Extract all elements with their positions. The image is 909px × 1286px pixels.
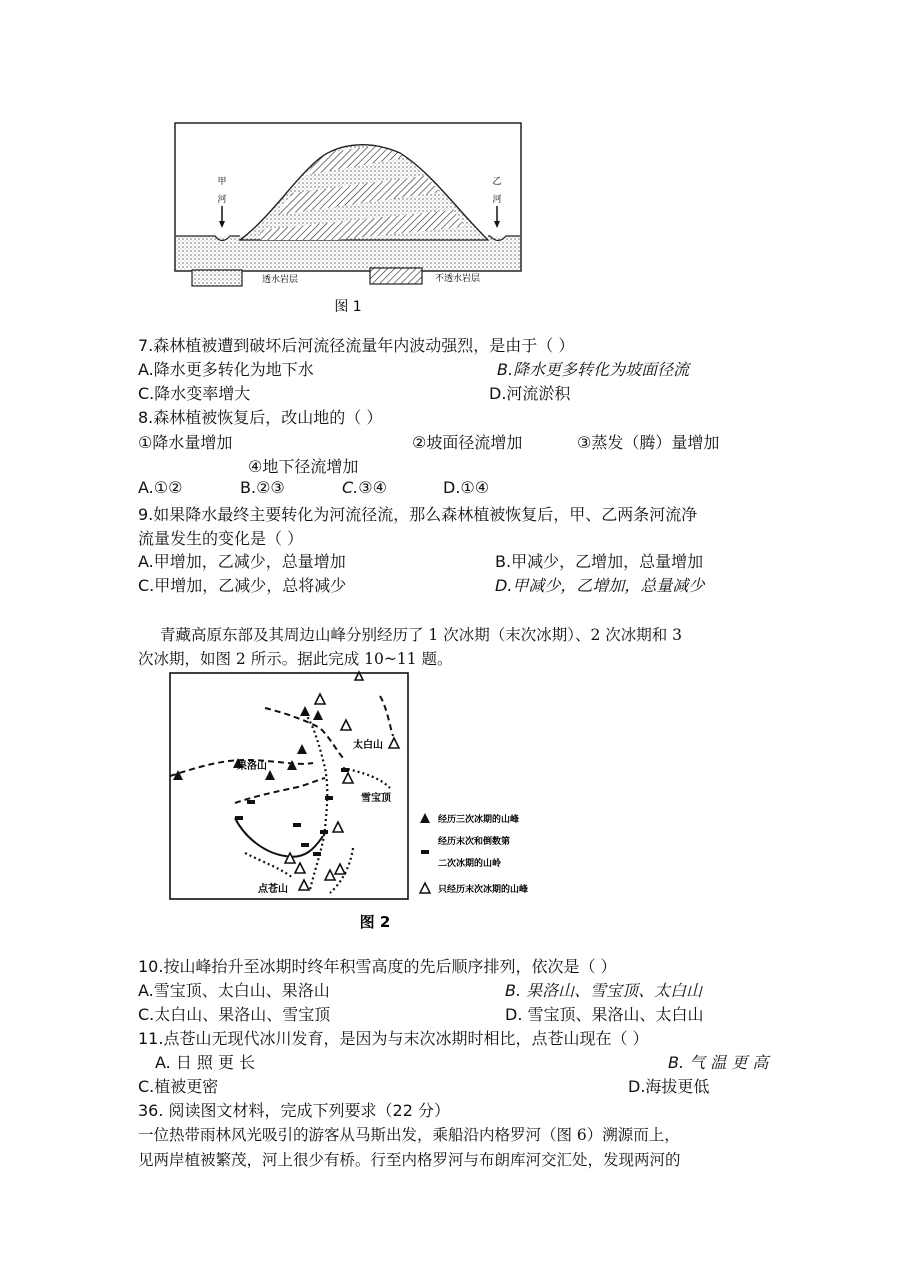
q7-stem: 7.森林植被遭到破坏后河流径流量年内波动强烈，是由于（ ） <box>138 336 575 355</box>
q7-option-c: C.降水变率增大 <box>138 384 251 403</box>
legend-impermeable-swatch <box>370 268 422 284</box>
legend-two-glaciation-icon <box>421 850 429 854</box>
q8-statement-1: ①降水量增加 <box>138 433 233 452</box>
q8-statement-3: ③蒸发（腾）量增加 <box>577 433 720 452</box>
figure-1-cross-section <box>170 118 530 323</box>
label-taibai: 太白山 <box>353 740 383 751</box>
q36-line2: 见两岸植被繁茂，河上很少有桥。行至内格罗河与布朗库河交汇处，发现两河的 <box>138 1151 681 1169</box>
legend-two-glaciation-label-2: 二次冰期的山岭 <box>438 859 502 869</box>
q11-option-b: B. 气 温 更 高 <box>668 1053 769 1072</box>
q10-option-c: C.太白山、果洛山、雪宝顶 <box>138 1005 331 1024</box>
q10-stem: 10.按山峰抬升至冰期时终年积雪高度的先后顺序排列，依次是（ ） <box>138 957 617 976</box>
legend-three-glaciation-label: 经历三次冰期的山峰 <box>438 815 520 825</box>
q8-option-a: A.①② <box>138 478 183 497</box>
q9-option-b: B.甲减少，乙增加，总量增加 <box>495 552 704 571</box>
figure-2-map <box>165 668 565 936</box>
figure-2-caption: 图 2 <box>359 913 391 931</box>
label-diancang: 点苍山 <box>258 884 288 895</box>
label-he-1: 河 <box>217 195 227 205</box>
legend-last-glaciation-label: 只经历末次冰期的山峰 <box>438 885 529 895</box>
q11-option-c: C.植被更密 <box>138 1077 219 1096</box>
q11-stem: 11.点苍山无现代冰川发育，是因为与末次冰期时相比，点苍山现在（ ） <box>138 1029 649 1048</box>
q36-line1: 一位热带雨林风光吸引的游客从马斯出发，乘船沿内格罗河（图 6）溯源而上， <box>138 1126 680 1144</box>
q7-option-d: D.河流淤积 <box>489 384 571 403</box>
legend-two-glaciation-label-1: 经历末次和倒数第 <box>438 837 511 847</box>
q8-statement-4: ④地下径流增加 <box>248 457 359 476</box>
q8-option-c: C.③④ <box>342 478 387 497</box>
q10-option-d: D. 雪宝顶、果洛山、太白山 <box>505 1005 704 1024</box>
q9-option-a: A.甲增加，乙减少，总量增加 <box>138 552 346 571</box>
q8-option-d: D.①④ <box>443 478 490 497</box>
q9-option-c: C.甲增加，乙减少，总将减少 <box>138 576 347 595</box>
legend-permeable-label: 透水岩层 <box>262 275 299 285</box>
q10-option-b: B. 果洛山、雪宝顶、太白山 <box>505 981 703 1000</box>
label-he-2: 河 <box>492 195 502 205</box>
q7-option-a: A.降水更多转化为地下水 <box>138 360 314 379</box>
passage-line2: 次冰期，如图 2 所示。据此完成 10~11 题。 <box>138 650 453 668</box>
q8-statement-2: ②坡面径流增加 <box>412 433 523 452</box>
q10-option-a: A.雪宝顶、太白山、果洛山 <box>138 981 330 1000</box>
figure-1-caption: 图 1 <box>334 299 362 315</box>
q7-option-b: B.降水更多转化为坡面径流 <box>497 360 690 379</box>
q11-option-d: D.海拔更低 <box>628 1077 710 1096</box>
label-yi: 乙 <box>492 177 502 187</box>
legend-three-glaciation-icon <box>420 813 430 823</box>
legend-impermeable-label: 不透水岩层 <box>435 274 481 284</box>
q8-stem: 8.森林植被恢复后，改山地的（ ） <box>138 408 383 427</box>
q8-option-b: B.②③ <box>240 478 285 497</box>
q9-stem-line2: 流量发生的变化是（ ） <box>138 529 304 548</box>
label-jia: 甲 <box>217 177 227 187</box>
q11-option-a: A. 日 照 更 长 <box>155 1053 256 1072</box>
q9-option-d: D.甲减少，乙增加，总量减少 <box>495 576 705 595</box>
label-xuebao: 雪宝顶 <box>361 793 391 804</box>
legend-last-glaciation-icon <box>420 883 430 893</box>
legend-permeable-swatch <box>192 270 242 286</box>
passage-line1: 青藏高原东部及其周边山峰分别经历了 1 次冰期（末次冰期）、2 次冰期和 3 <box>160 626 683 644</box>
q36-title: 36. 阅读图文材料，完成下列要求（22 分） <box>138 1101 450 1120</box>
q9-stem-line1: 9.如果降水最终主要转化为河流径流，那么森林植被恢复后，甲、乙两条河流净 <box>138 505 698 524</box>
label-guoluo: 果洛山 <box>237 761 267 772</box>
